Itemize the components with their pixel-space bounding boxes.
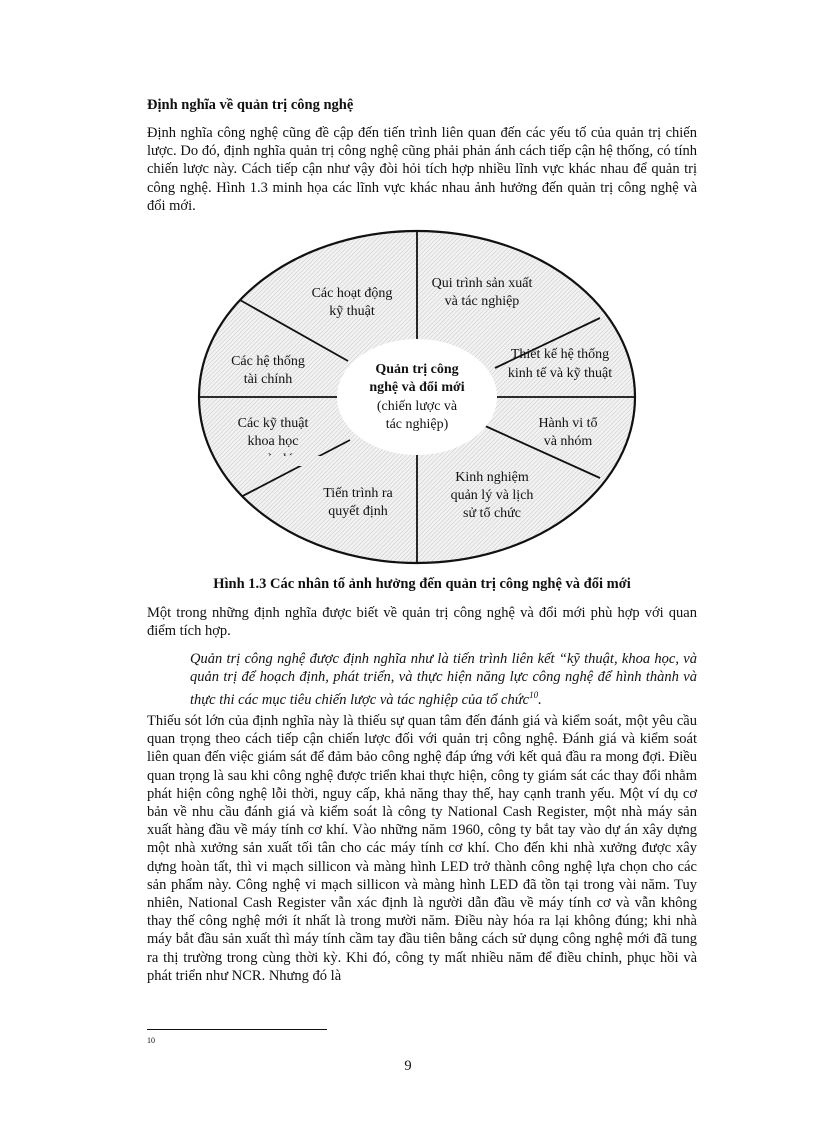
segment-label-experience-2: quản lý và lịch xyxy=(450,488,534,503)
segment-label-behavior-1: Hành vi tổ xyxy=(538,416,598,431)
segment-label-technical-2: kỹ thuật xyxy=(329,304,375,319)
section-heading: Định nghĩa về quản trị công nghệ xyxy=(147,97,354,113)
paragraph-3: Thiếu sót lớn của định nghĩa này là thiếu sự quan tâm đến đánh giá và kiểm soát, một yêu cầu quan trọng theo cách tiếp cận chiến lược đối với quản trị công nghệ. Đánh giá và kiểm soát liên quan đến việc giám sát để đảm bảo công nghệ đáp ứng với kết quả đầu ra mong đợi. Điều quan trọng là sau khi công nghệ được triển khai thực hiện, công ty giám sát các thay đổi nhằm phát hiện công nghệ lỗi thời, nguy cấp, khả năng thay thế, hay cạnh tranh yếu. Một ví dụ cơ bản về nhu cầu đánh giá và kiểm soát là công ty National Cash Register, một nhà máy sản xuất hàng đầu về máy tính cơ khí. Vào những năm 1960, công ty bắt tay vào dự án xây dựng một nhà xưởng sản xuất tối tân cho các máy tính cơ khí. Cho đến khi nhà xưởng được xây dựng hoàn tất, thì vi mạch sillicon và màng hình LED trở thành công nghệ lựa chọn cho các sản phẩm này. Công nghệ vi mạch sillicon và màng hình LED đã tồn tại trong vài năm. Tuy nhiên, National Cash Register vẫn xác định là người dẫn đầu về máy tính cơ và vẫn không thay thế công nghệ mới ít nhất là trong mười năm. Điều này hóa ra lại không đúng; khi nhà máy bắt đầu sản xuất thì máy tính cầm tay đầu tiên bằng cách sử dụng công nghệ mới đã tung ra thị trường trong cùng thời kỳ. Khi đó, công ty mất nhiều năm để điều chỉnh, phục hồi và phát triển như NCR. Nhưng đó là xyxy=(147,713,697,984)
center-label-line3: (chiến lược và xyxy=(376,399,458,414)
quote-text: Quản trị công nghệ được định nghĩa như là tiến trình liên kết “kỹ thuật, khoa học, và quản trị để hoạch định, phát triển, và thực hiện năng lực công nghệ để hình thành và thực thi các mục tiêu chiến lược và tác nghiệp của tổ chức xyxy=(190,651,697,709)
center-label-line1: Quản trị công xyxy=(375,362,459,377)
segment-label-science-2: khoa học xyxy=(247,434,299,449)
center-ellipse xyxy=(337,339,497,455)
center-label-line2: nghệ và đổi mới xyxy=(369,380,465,395)
label-overlap-mask xyxy=(222,456,322,466)
segment-label-finance-2: tài chính xyxy=(243,372,293,387)
footnote-reference[interactable]: 10 xyxy=(529,690,539,701)
intro-paragraph: Định nghĩa công nghệ cũng đề cập đến tiến trình liên quan đến các yếu tố của quản trị chiến lược. Do đó, định nghĩa quản trị công nghệ cũng phải phản ánh cách tiếp cận hệ thống, có tính chiến lược này. Cách tiếp cận như vậy đòi hỏi tích hợp nhiều lĩnh vực khác nhau để quản trị công nghệ. Hình 1.3 minh họa các lĩnh vực khác nhau ảnh hưởng đến quản trị công nghệ và đổi mới. xyxy=(147,125,697,214)
segment-label-production-1: Qui trình sản xuất xyxy=(431,276,533,291)
footnote-number: 10 xyxy=(147,1036,155,1045)
segment-label-production-2: và tác nghiệp xyxy=(444,294,520,309)
segment-label-technical-1: Các hoạt động xyxy=(311,286,393,301)
segment-label-decision-2: quyết định xyxy=(328,504,388,519)
segment-label-behavior-2: và nhóm xyxy=(543,434,593,449)
definition-quote xyxy=(190,650,697,709)
page-number: 9 xyxy=(404,1058,412,1074)
segment-label-experience-3: sử tổ chức xyxy=(463,506,521,521)
segment-label-science-1: Các kỹ thuật xyxy=(237,416,309,431)
footnote-divider xyxy=(147,1029,327,1030)
segment-label-system-design-2: kinh tế và kỹ thuật xyxy=(507,366,613,381)
center-label-line4: tác nghiệp) xyxy=(385,417,449,432)
segment-label-experience-1: Kinh nghiệm xyxy=(455,470,529,485)
quote-end: . xyxy=(538,692,542,709)
segment-label-system-design-1: Thiết kế hệ thống xyxy=(510,347,610,362)
figure-caption: Hình 1.3 Các nhân tố ảnh hưởng đến quản trị công nghệ và đổi mới xyxy=(213,576,631,592)
paragraph-2: Một trong những định nghĩa được biết về quản trị công nghệ và đổi mới phù hợp với quan điểm tích hợp. xyxy=(147,605,697,640)
segment-label-finance-1: Các hệ thống xyxy=(231,354,305,369)
segment-label-decision-1: Tiến trình ra xyxy=(323,486,393,501)
